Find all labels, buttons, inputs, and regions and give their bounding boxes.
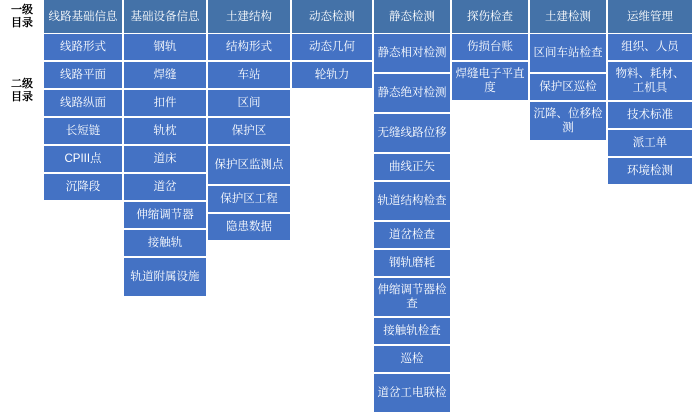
column-header-civil-inspection[interactable]: 土建检测 — [530, 0, 606, 34]
level1-row-label — [0, 4, 44, 30]
column-header-flaw-detection[interactable]: 探伤检查 — [452, 0, 528, 34]
column-civil-inspection — [530, 0, 606, 142]
list-item[interactable]: 无缝线路位移 — [374, 114, 450, 154]
column-header-dynamic-detection[interactable]: 动态检测 — [292, 0, 372, 34]
list-item[interactable]: 组织、人员 — [608, 34, 692, 62]
list-item[interactable]: 技术标准 — [608, 102, 692, 130]
list-item[interactable]: 区间 — [208, 90, 290, 118]
list-item[interactable]: 焊缝 — [124, 62, 206, 90]
list-item[interactable]: 动态几何 — [292, 34, 372, 62]
list-item[interactable]: 沉降段 — [44, 174, 122, 202]
list-item[interactable]: 焊缝电子平直度 — [452, 62, 528, 102]
list-item[interactable]: 线路形式 — [44, 34, 122, 62]
list-item[interactable]: 保护区巡检 — [530, 74, 606, 102]
list-item[interactable]: CPIII点 — [44, 146, 122, 174]
column-header-civil-structure[interactable]: 土建结构 — [208, 0, 290, 34]
list-item[interactable]: 环境检测 — [608, 158, 692, 186]
list-item[interactable]: 道岔 — [124, 174, 206, 202]
list-item[interactable]: 轮轨力 — [292, 62, 372, 90]
list-item[interactable]: 隐患数据 — [208, 214, 290, 242]
column-header-operation-management[interactable]: 运维管理 — [608, 0, 692, 34]
level1-row-label-line1: 一级 — [11, 4, 33, 16]
list-item[interactable]: 结构形式 — [208, 34, 290, 62]
list-item[interactable]: 沉降、位移检测 — [530, 102, 606, 142]
list-item[interactable]: 轨道结构检查 — [374, 182, 450, 222]
list-item[interactable]: 派工单 — [608, 130, 692, 158]
column-header-line-basic-info[interactable]: 线路基础信息 — [44, 0, 122, 34]
list-item[interactable]: 扣件 — [124, 90, 206, 118]
list-item[interactable]: 线路平面 — [44, 62, 122, 90]
list-item[interactable]: 保护区监测点 — [208, 146, 290, 186]
list-item[interactable]: 曲线正矢 — [374, 154, 450, 182]
list-item[interactable]: 轨枕 — [124, 118, 206, 146]
column-civil-structure — [208, 0, 290, 242]
list-item[interactable]: 伸缩调节器检查 — [374, 278, 450, 318]
column-line-basic-info — [44, 0, 122, 202]
list-item[interactable]: 伸缩调节器 — [124, 202, 206, 230]
list-item[interactable]: 钢轨 — [124, 34, 206, 62]
level2-row-label — [0, 78, 44, 104]
list-item[interactable]: 轨道附属设施 — [124, 258, 206, 298]
column-header-static-detection[interactable]: 静态检测 — [374, 0, 450, 34]
level2-row-label-line1: 二级 — [11, 78, 33, 90]
list-item[interactable]: 物料、耗材、工机具 — [608, 62, 692, 102]
list-item[interactable]: 接触轨检查 — [374, 318, 450, 346]
level1-row-label-line2: 目录 — [11, 17, 33, 29]
column-basic-equipment-info — [124, 0, 206, 298]
column-operation-management — [608, 0, 692, 186]
column-flaw-detection — [452, 0, 528, 102]
list-item[interactable]: 静态绝对检测 — [374, 74, 450, 114]
column-header-basic-equipment-info[interactable]: 基础设备信息 — [124, 0, 206, 34]
list-item[interactable]: 保护区工程 — [208, 186, 290, 214]
list-item[interactable]: 长短链 — [44, 118, 122, 146]
list-item[interactable]: 线路纵面 — [44, 90, 122, 118]
column-static-detection — [374, 0, 450, 414]
list-item[interactable]: 接触轨 — [124, 230, 206, 258]
list-item[interactable]: 道岔工电联检 — [374, 374, 450, 414]
list-item[interactable]: 车站 — [208, 62, 290, 90]
list-item[interactable]: 钢轨磨耗 — [374, 250, 450, 278]
list-item[interactable]: 道岔检查 — [374, 222, 450, 250]
list-item[interactable]: 道床 — [124, 146, 206, 174]
column-dynamic-detection — [292, 0, 372, 90]
level2-row-label-line2: 目录 — [11, 91, 33, 103]
list-item[interactable]: 区间车站检查 — [530, 34, 606, 74]
list-item[interactable]: 静态相对检测 — [374, 34, 450, 74]
list-item[interactable]: 巡检 — [374, 346, 450, 374]
list-item[interactable]: 伤损台账 — [452, 34, 528, 62]
list-item[interactable]: 保护区 — [208, 118, 290, 146]
